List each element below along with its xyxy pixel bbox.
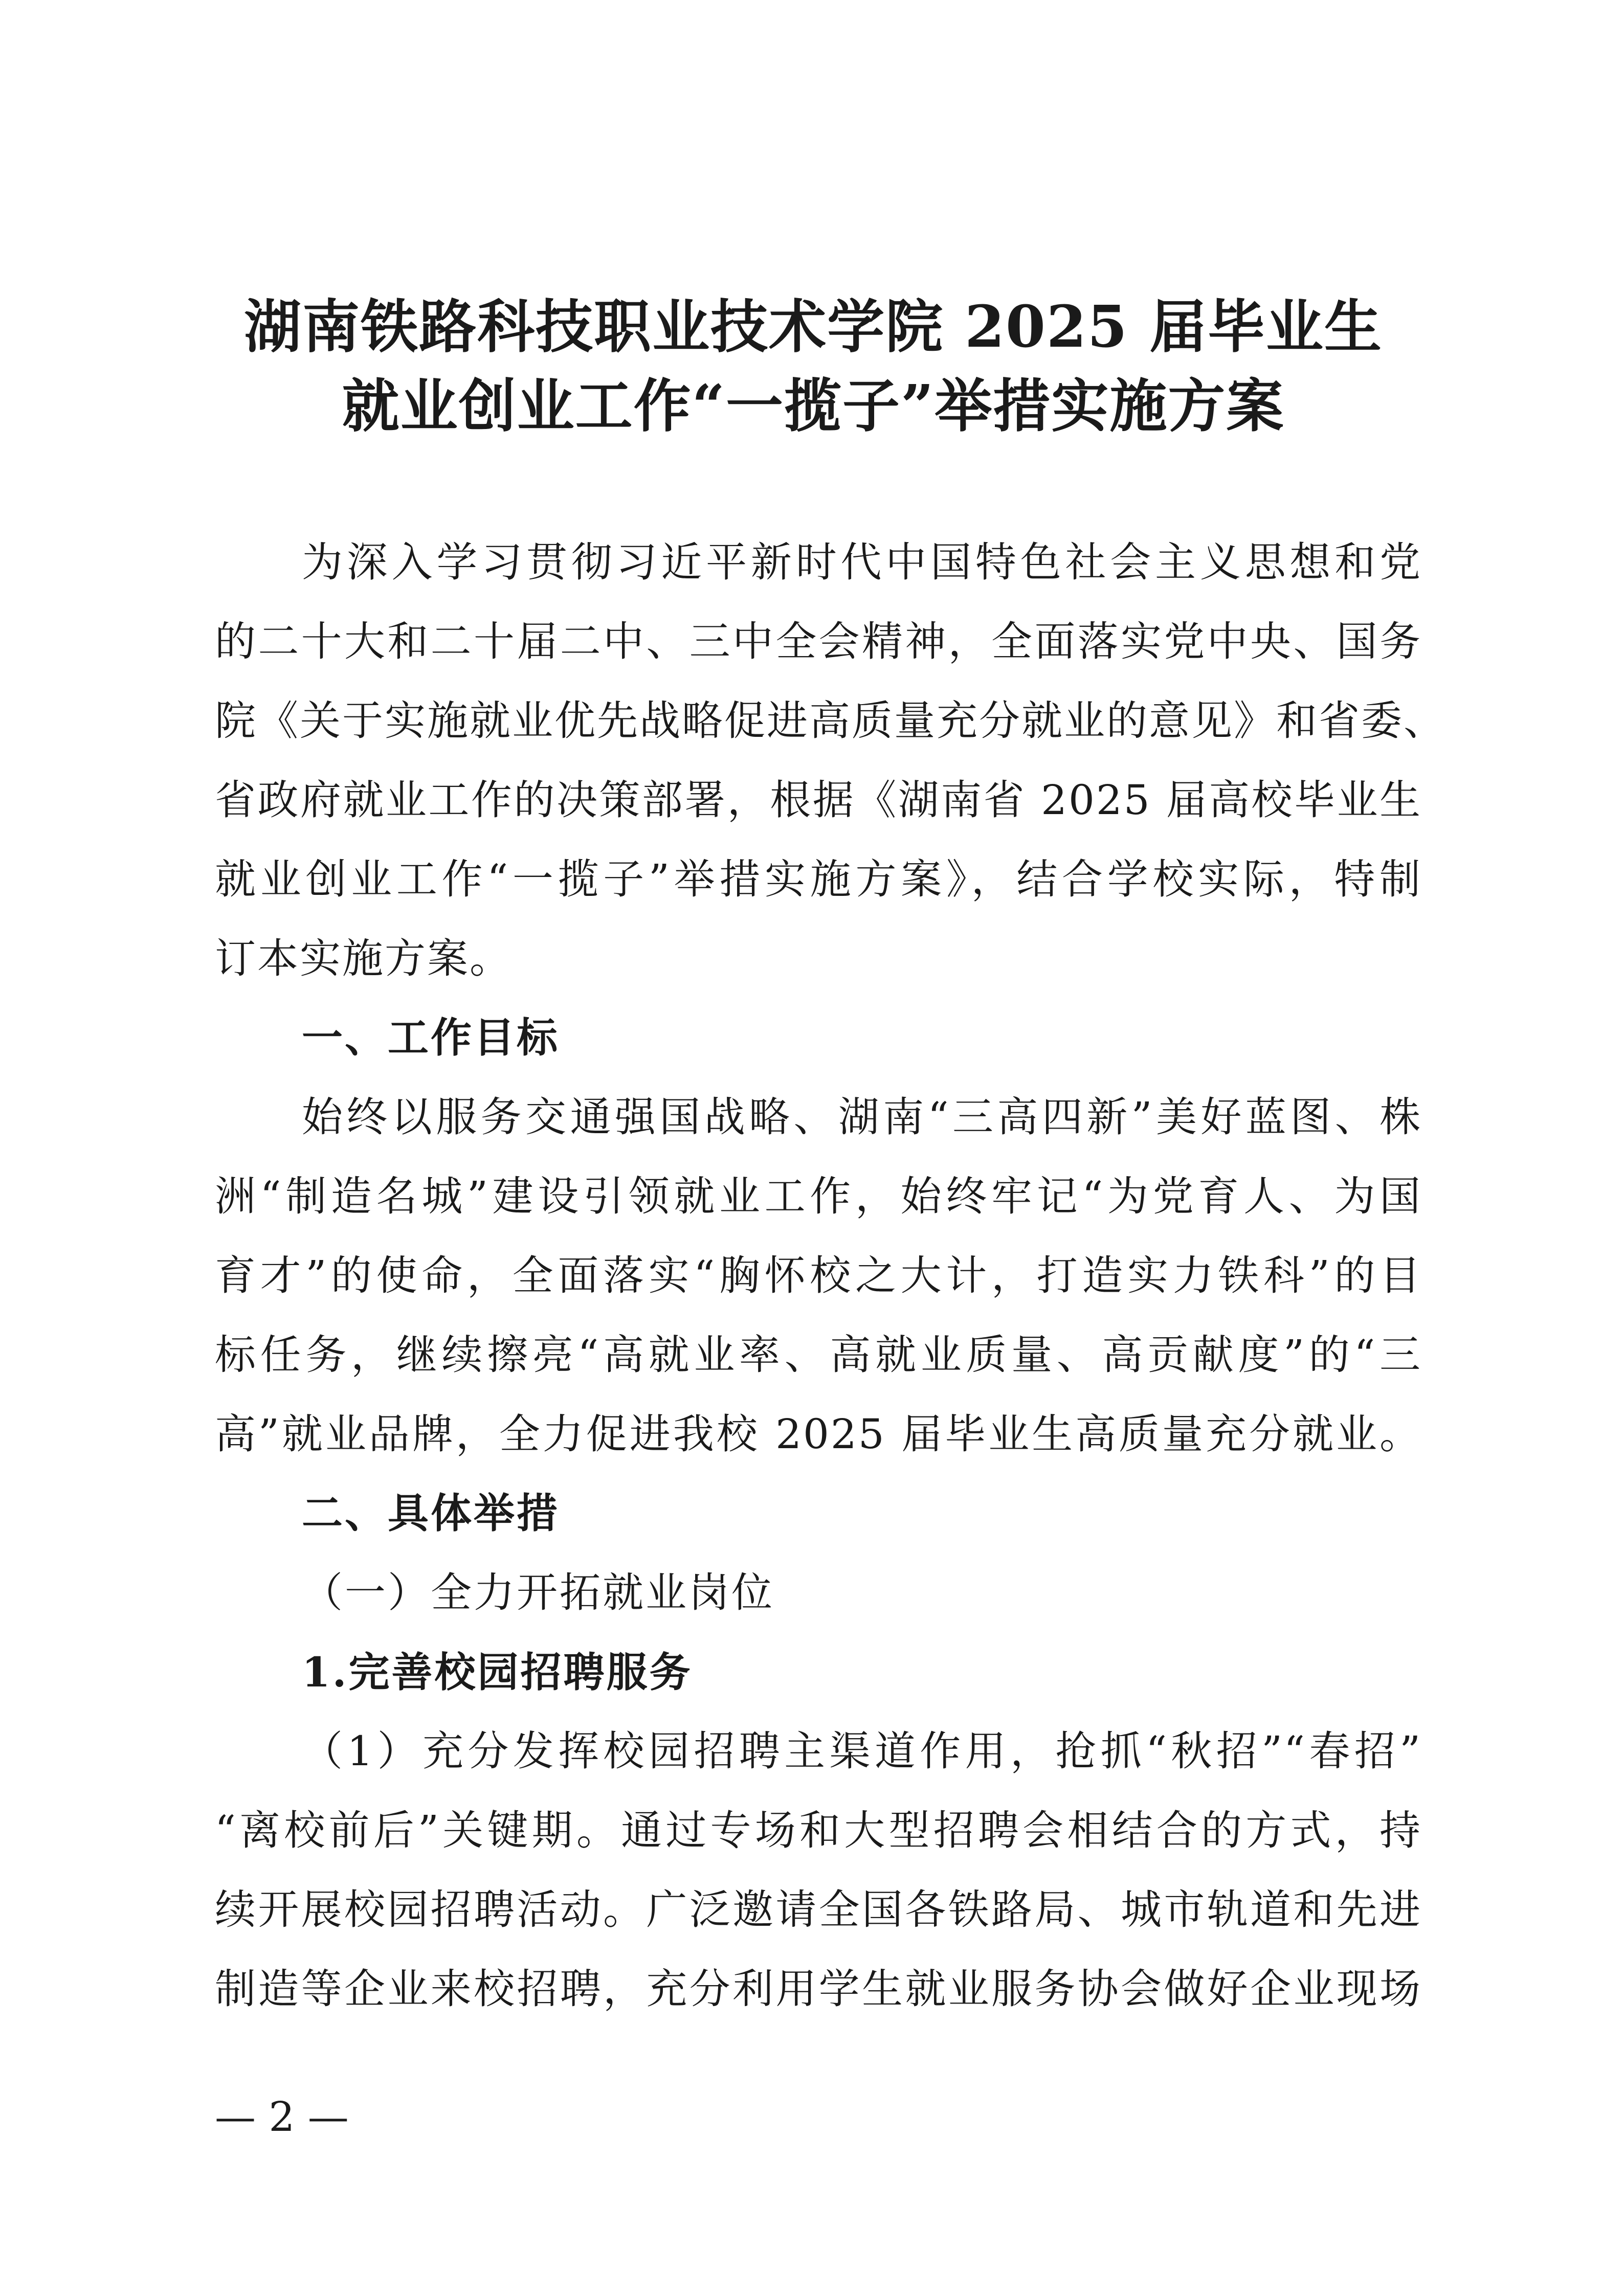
goals-line-5: 高”就业品牌，全力促进我校 2025 届毕业生高质量充分就业。 (215, 1410, 1422, 1458)
page-number: — 2 — (215, 2093, 349, 2141)
item-title: 1.完善校园招聘服务 (302, 1648, 693, 1696)
section-heading-goals: 一、工作目标 (302, 1014, 560, 1062)
document-title-line-1: 湖南铁路科技职业技术学院 2025 届毕业生 (244, 294, 1383, 361)
measures-line-2: “离校前后”关键期。通过专场和大型招聘会相结合的方式，持 (215, 1807, 1422, 1854)
measures-line-3: 续开展校园招聘活动。广泛邀请全国各铁路局、城市轨道和先进 (215, 1886, 1422, 1933)
goals-line-4: 标任务，继续擦亮“高就业率、高就业质量、高贡献度”的“三 (215, 1331, 1422, 1379)
subsection-heading: （一）全力开拓就业岗位 (302, 1569, 774, 1616)
goals-line-3: 育才”的使命，全面落实“胸怀校之大计，打造实力铁科”的目 (215, 1252, 1422, 1299)
intro-line-3: 院《关于实施就业优先战略促进高质量充分就业的意见》和省委、 (215, 697, 1446, 745)
intro-line-6: 订本实施方案。 (215, 935, 512, 982)
intro-line-5: 就业创业工作“一揽子”举措实施方案》，结合学校实际，特制 (215, 856, 1422, 903)
goals-line-1: 始终以服务交通强国战略、湖南“三高四新”美好蓝图、株 (302, 1093, 1422, 1141)
intro-line-1: 为深入学习贯彻习近平新时代中国特色社会主义思想和党 (302, 538, 1422, 586)
document-title-line-2: 就业创业工作“一揽子”举措实施方案 (342, 373, 1285, 440)
goals-line-2: 洲“制造名城”建设引领就业工作，始终牢记“为党育人、为国 (215, 1173, 1422, 1220)
measures-line-1: （1）充分发挥校园招聘主渠道作用，抢抓“秋招”“春招” (302, 1727, 1422, 1775)
measures-line-4: 制造等企业来校招聘，充分利用学生就业服务协会做好企业现场 (215, 1965, 1422, 2013)
intro-line-4: 省政府就业工作的决策部署，根据《湖南省 2025 届高校毕业生 (215, 776, 1422, 824)
intro-line-2: 的二十大和二十届二中、三中全会精神，全面落实党中央、国务 (215, 618, 1422, 665)
section-heading-measures: 二、具体举措 (302, 1490, 560, 1537)
